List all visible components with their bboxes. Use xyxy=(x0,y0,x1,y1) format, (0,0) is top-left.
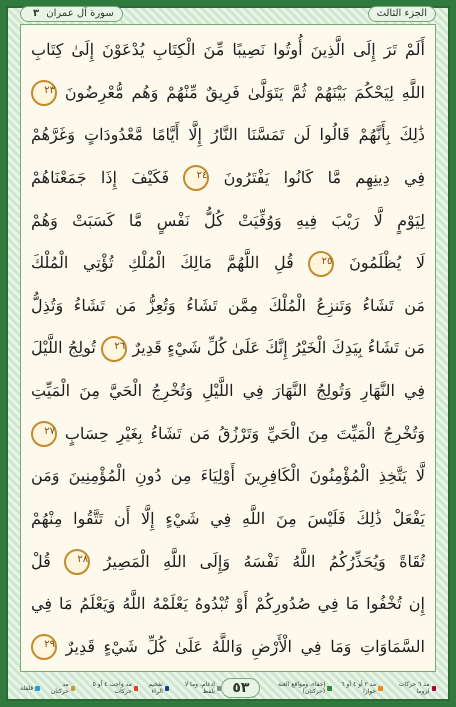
ayah-number-marker: ٢٥ xyxy=(308,251,334,277)
text-line-3 xyxy=(31,116,425,153)
tajweed-legend-ghunna xyxy=(260,681,331,695)
legend-label: إخفاء، ومواقع الغنة (حركتان) xyxy=(277,681,326,695)
ayah-number-marker: ٢٧ xyxy=(31,421,57,447)
text-line-13 xyxy=(31,543,425,580)
legend-swatch xyxy=(134,686,138,691)
ayah-number-marker: ٢٨ xyxy=(64,549,90,575)
legend-item xyxy=(20,685,40,692)
text-line-15 xyxy=(31,628,425,665)
line-text: أَلَمْ تَرَ إِلَى الَّذِينَ أُوتُوا نَصِيبًا مِّنَ الْكِتَابِ يُدْعَوْنَ إِلَىٰ كِتَابِ xyxy=(31,40,425,59)
legend-label: قلقلة xyxy=(20,684,34,692)
text-line-7 xyxy=(31,287,425,324)
line-text: مَن تَشَاءُ بِيَدِكَ الْخَيْرُ إِنَّكَ عَلَىٰ كُلِّ شَيْءٍ قَدِيرٌ xyxy=(132,338,425,358)
legend-label: مد ٦ حركات لزوما xyxy=(398,681,430,695)
legend-item xyxy=(81,681,138,695)
legend-label: مد حركتان xyxy=(50,681,69,695)
line-text: تُولِجُ اللَّيْلَ xyxy=(31,338,96,358)
line-text: اللَّهِ لِيَحْكُمَ بَيْنَهُمْ ثُمَّ يَتَوَلَّىٰ فَرِيقٌ مِّنْهُمْ وَهُم مُّعْرِضُونَ xyxy=(64,82,425,102)
line-text: لِيَوْمٍ لَّا رَيْبَ فِيهِ وَوُفِّيَتْ كُلُّ نَفْسٍ مَّا كَسَبَتْ وَهُمْ xyxy=(31,210,425,230)
line-text: فِي النَّهَارِ وَتُولِجُ النَّهَارَ فِي اللَّيْلِ وَتُخْرِجُ الْحَيَّ مِنَ الْمَيِّتِ xyxy=(31,381,425,401)
legend-swatch xyxy=(432,686,436,691)
line-text: إِن تُخْفُوا مَا فِي صُدُورِكُمْ أَوْ تُبْدُوهُ يَعْلَمْهُ اللَّهُ وَيَعْلَمُ مَا فِي xyxy=(31,594,425,614)
text-line-14 xyxy=(31,585,425,622)
page-header xyxy=(20,5,436,23)
ayah-number-marker: ٢٦ xyxy=(101,336,127,362)
legend-item xyxy=(332,681,383,695)
text-line-12 xyxy=(31,500,425,537)
line-text: السَّمَاوَاتِ وَمَا فِي الْأَرْضِ وَاللَّهُ عَلَىٰ كُلِّ شَيْءٍ قَدِيرٌ xyxy=(65,636,425,656)
line-text: وَتُخْرِجُ الْمَيِّتَ مِنَ الْحَيِّ وَتَرْزُقُ مَن تَشَاءُ بِغَيْرِ حِسَابٍ xyxy=(64,423,425,443)
line-text: مَن تَشَاءُ وَتَنزِعُ الْمُلْكَ مِمَّن تَشَاءُ وَتُعِزُّ مَن تَشَاءُ وَتُذِلُّ xyxy=(31,295,425,315)
line-text: قُلِ اللَّهُمَّ مَالِكَ الْمُلْكِ تُؤْتِي الْمُلْكَ xyxy=(31,253,294,273)
line-text: لَا يُظْلَمُونَ xyxy=(349,253,425,273)
ayah-number-marker: ٢٤ xyxy=(183,165,209,191)
legend-swatch xyxy=(378,686,382,691)
legend-item xyxy=(46,681,75,695)
line-text: تُقَاةً وَيُحَذِّرُكُمُ اللَّهُ نَفْسَهُ وَإِلَى اللَّهِ الْمَصِيرُ xyxy=(103,551,425,571)
surah-name: سورة آل عمران xyxy=(46,8,114,19)
tajweed-legend-extra xyxy=(20,681,138,695)
line-text: ذَٰلِكَ بِأَنَّهُمْ قَالُوا لَن تَمَسَّنَا النَّارُ إِلَّا أَيَّامًا مَّعْدُودَاتٍ وَغَرَّهُمْ xyxy=(31,125,425,145)
text-line-6 xyxy=(31,244,425,281)
text-line-5 xyxy=(31,202,425,239)
mushaf-page xyxy=(20,24,436,672)
text-line-1 xyxy=(31,31,425,68)
legend-item xyxy=(260,681,331,695)
line-text: لَّا يَتَّخِذِ الْمُؤْمِنُونَ الْكَافِرِينَ أَوْلِيَاءَ مِن دُونِ الْمُؤْمِنِينَ وَمَن xyxy=(31,466,425,486)
line-text: قُلْ xyxy=(31,551,51,571)
legend-swatch xyxy=(71,686,75,691)
page-footer xyxy=(20,676,436,700)
line-text: يَفْعَلْ ذَٰلِكَ فَلَيْسَ مِنَ اللَّهِ فِي شَيْءٍ إِلَّا أَن تَتَّقُوا مِنْهُمْ xyxy=(31,509,425,529)
ayah-number-marker: ٢٣ xyxy=(31,80,57,106)
text-line-9 xyxy=(31,372,425,409)
page-number: ٥٣ xyxy=(221,678,260,698)
tajweed-legend-misc xyxy=(138,681,221,695)
legend-label: مد ٢ أو ٤ أو ٦ جوازا xyxy=(341,681,377,695)
legend-label: تفخيم الراء xyxy=(148,681,163,695)
legend-swatch xyxy=(35,686,40,691)
line-text: فِي دِينِهِم مَّا كَانُوا يَفْتَرُونَ xyxy=(223,167,425,187)
text-line-8 xyxy=(31,329,425,366)
legend-label: مد واجب ٤ أو ٥ حركات xyxy=(92,681,132,695)
surah-number: ٣ xyxy=(33,8,40,19)
legend-label: إدغام، وما لا يلفظ xyxy=(184,681,215,695)
line-text: فَكَيْفَ إِذَا جَمَعْنَاهُمْ xyxy=(31,167,170,187)
legend-swatch xyxy=(165,686,169,691)
text-line-2 xyxy=(31,74,425,111)
juz-label: الجزء الثالث xyxy=(368,6,436,22)
legend-item xyxy=(175,681,221,695)
text-line-10 xyxy=(31,415,425,452)
ayah-number-marker: ٢٩ xyxy=(31,634,57,660)
legend-item xyxy=(138,681,169,695)
tajweed-legend-madd xyxy=(332,681,436,695)
legend-swatch xyxy=(217,686,221,691)
surah-label xyxy=(20,6,123,22)
text-line-4 xyxy=(31,159,425,196)
legend-swatch xyxy=(327,686,332,691)
text-line-11 xyxy=(31,457,425,494)
verse-lines xyxy=(31,31,425,665)
legend-item xyxy=(389,681,436,695)
